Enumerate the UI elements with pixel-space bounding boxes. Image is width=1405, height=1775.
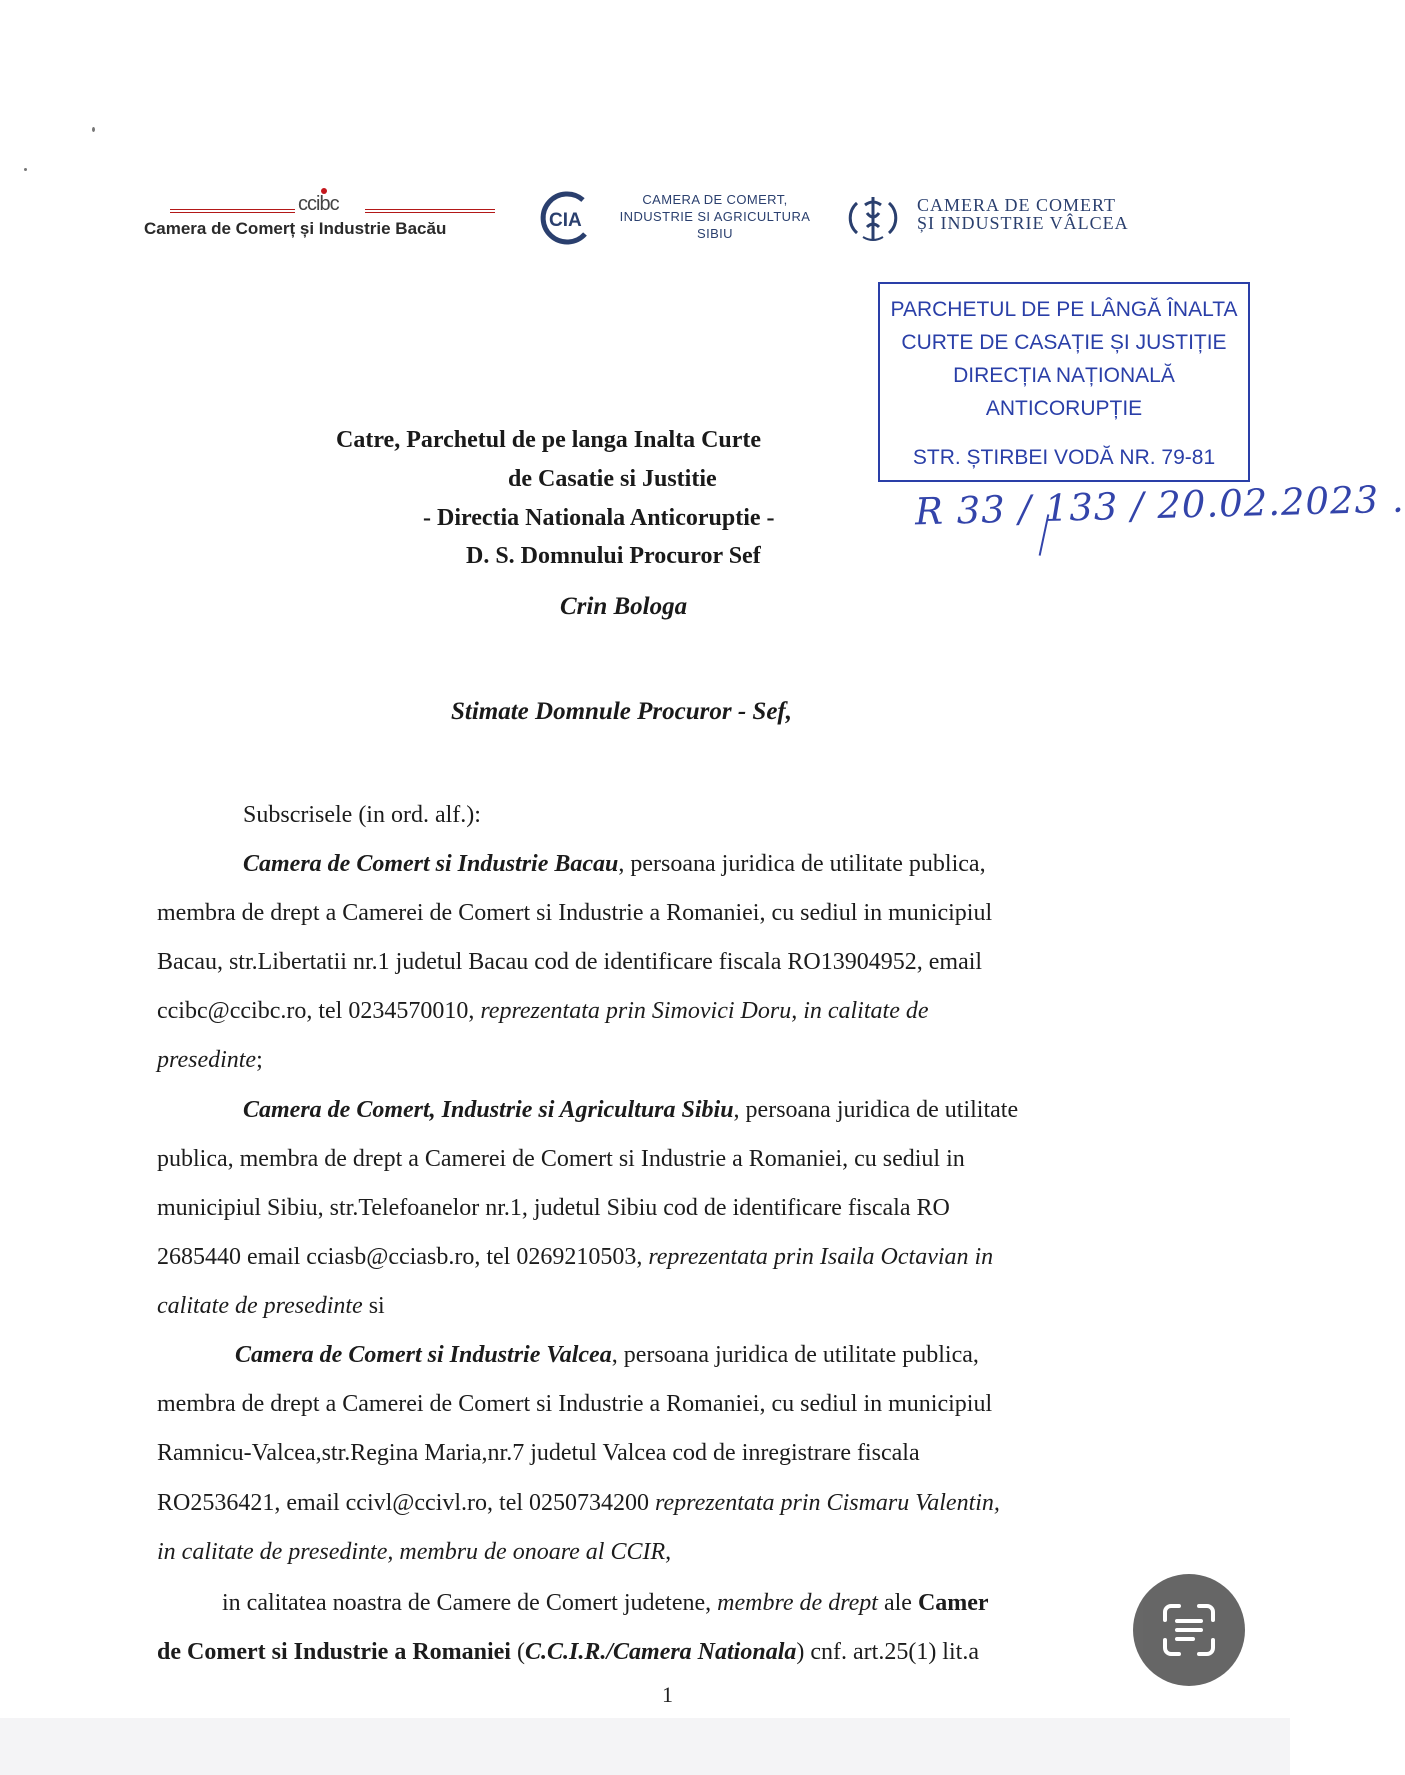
paragraph-line: Camera de Comert si Industrie Valcea, persoana juridica de utilitate publica, (235, 1342, 979, 1368)
address-line: de Casatie si Justitie (508, 466, 717, 492)
page-number: 1 (662, 1682, 673, 1707)
paragraph-line: Camera de Comert, Industrie si Agricultura Sibiu, persoana juridica de utilitate (243, 1097, 1019, 1123)
logo-valcea-line: CAMERA DE COMERT (917, 195, 1116, 215)
scan-speck (92, 127, 95, 132)
paragraph-line: municipiul Sibiu, str.Telefoanelor nr.1, judetul Sibiu cod de identificare fiscala RO (157, 1195, 950, 1221)
paragraph-line: presedinte; (157, 1047, 263, 1073)
paragraph-line: Camera de Comert si Industrie Bacau, persoana juridica de utilitate publica, (243, 851, 986, 877)
text-scan-icon (1161, 1602, 1217, 1658)
paragraph-line: RO2536421, email ccivl@ccivl.ro, tel 0250734200 reprezentata prin Cismaru Valentin, (157, 1490, 1000, 1516)
paragraph-line: de Comert si Industrie a Romaniei (C.C.I.R./Camera Nationala) cnf. art.25(1) lit.a (157, 1639, 979, 1665)
paragraph-line: publica, membra de drept a Camerei de Comert si Industrie a Romaniei, cu sediul in (157, 1146, 965, 1172)
address-line: Catre, Parchetul de pe langa Inalta Curte (336, 427, 762, 453)
logo-valcea-line: ȘI INDUSTRIE VÂLCEA (917, 213, 1129, 233)
stamp-line: DIRECȚIA NAȚIONALĂ (953, 364, 1175, 387)
stamp-line: ANTICORUPȚIE (985, 397, 1143, 420)
cia-initials: CIA (549, 210, 582, 231)
address-line: - Directia Nationala Anticoruptie - (423, 505, 775, 531)
paragraph-line: in calitatea noastra de Camere de Comert judetene, membre de drept ale Camer (222, 1590, 989, 1616)
page-bottom-band (0, 1718, 1290, 1775)
logo-valcea-text (917, 196, 1129, 232)
scan-text-button[interactable] (1133, 1574, 1245, 1686)
paragraph-line: Bacau, str.Libertatii nr.1 judetul Bacau cod de identificare fiscala RO13904952, email (157, 949, 983, 975)
paragraph-line: in calitate de presedinte, membru de onoare al CCIR, (157, 1539, 672, 1565)
paragraph-line: ccibc@ccibc.ro, tel 0234570010, reprezentata prin Simovici Doru, in calitate de (157, 998, 929, 1024)
salutation: Stimate Domnule Procuror - Sef, (451, 698, 792, 725)
logo-sibiu-line: CAMERA DE COMERT, (642, 192, 788, 207)
logo-name: Camera de Comerț și Industrie Bacău (144, 219, 447, 238)
paragraph-line: 2685440 email cciasb@cciasb.ro, tel 0269210503, reprezentata prin Isaila Octavian in (157, 1244, 994, 1270)
stamp-line: STR. ȘTIRBEI VODĂ NR. 79-81 (912, 446, 1216, 469)
registration-stamp (878, 282, 1250, 482)
handwritten-registration-number: R 33 / 133 / 20.02.2023 . (914, 477, 1405, 534)
paragraph-line: Ramnicu-Valcea,str.Regina Maria,nr.7 judetul Valcea cod de inregistrare fiscala (157, 1440, 920, 1466)
stamp-line: PARCHETUL DE PE LÂNGĂ ÎNALTA (890, 298, 1238, 321)
logo-mark: ccibc (298, 193, 339, 215)
cia-emblem-icon (535, 188, 595, 248)
party-name: Camera de Comert si Industrie Bacau (243, 851, 619, 877)
logo-sibiu-line: INDUSTRIE SI AGRICULTURA (619, 209, 811, 224)
logo-ccibc-bacau (140, 185, 520, 245)
paragraph-line: membra de drept a Camerei de Comert si Industrie a Romaniei, cu sediul in municipiul (157, 1391, 993, 1417)
stamp-line: CURTE DE CASAȚIE ȘI JUSTIȚIE (901, 331, 1227, 354)
body-intro: Subscrisele (in ord. alf.): (243, 802, 481, 828)
address-line: D. S. Domnului Procuror Sef (466, 543, 761, 569)
paragraph-line: membra de drept a Camerei de Comert si Industrie a Romaniei, cu sediul in municipiul (157, 900, 993, 926)
logo-sibiu-line: SIBIU (697, 226, 733, 241)
caduceus-emblem-icon (843, 187, 903, 247)
party-name: Camera de Comert si Industrie Valcea (235, 1342, 612, 1368)
party-name: Camera de Comert, Industrie si Agricultura Sibiu (243, 1097, 734, 1123)
logo-sibiu-text (600, 191, 830, 242)
recipient-name: Crin Bologa (560, 593, 688, 620)
scan-speck (24, 168, 27, 171)
paragraph-line: calitate de presedinte si (157, 1293, 385, 1319)
